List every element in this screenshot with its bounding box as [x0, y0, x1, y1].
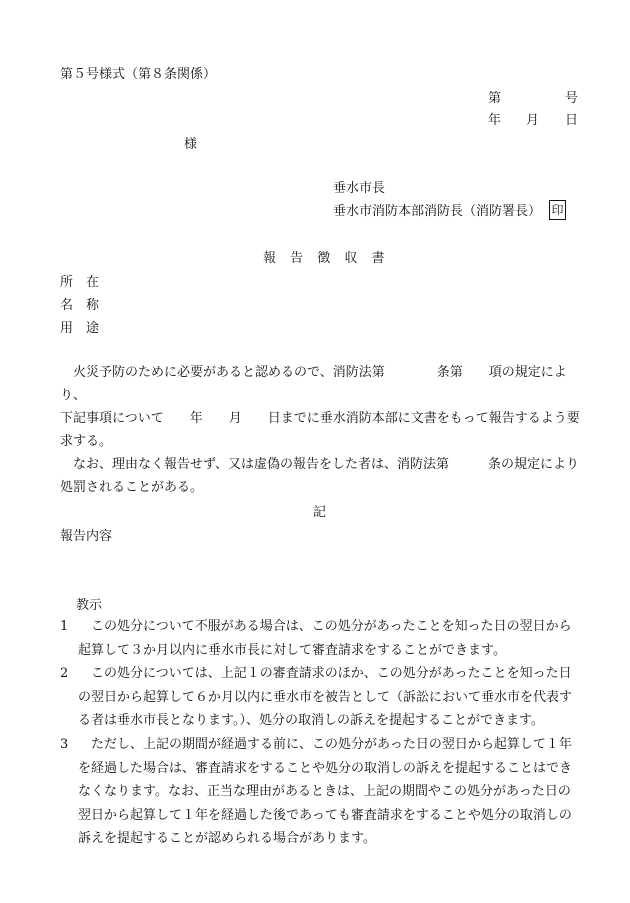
field-name-label: 名 称 — [60, 298, 100, 313]
date-month-label: 月 — [526, 113, 540, 128]
paragraph1-line3: 求する。 — [60, 434, 113, 449]
paragraph2-line2: 処罰されることがある。 — [60, 480, 204, 495]
instruction-item-number: 3 — [60, 737, 69, 752]
paragraph1-line2: 下記事項について 年 月 日までに垂水消防本部に文書をもって報告するよう要 — [60, 411, 580, 426]
ki-heading: 記 — [313, 505, 327, 520]
report-content-label: 報告内容 — [60, 529, 113, 544]
date-day-label: 日 — [565, 113, 579, 128]
form-title: 第５号様式（第８条関係） — [60, 67, 217, 82]
paragraph2-line1: なお、理由なく報告せず、又は虚偽の報告をした者は、消防法第 条の規定により — [73, 457, 579, 472]
issuer-fire-chief: 垂水市消防本部消防長（消防署長） — [333, 204, 542, 219]
field-use-label: 用 途 — [60, 321, 100, 336]
instruction-item-number: 1 — [60, 619, 69, 634]
number-label-dai: 第 — [488, 91, 502, 106]
document-title: 報 告 徴 収 書 — [263, 251, 385, 266]
instruction-item-text: この処分について不服がある場合は、この処分があったことを知った日の翌日から起算して３か月以内に垂水市長に対して審査請求をすることができます。 — [78, 619, 572, 658]
date-year-label: 年 — [488, 113, 502, 128]
instruction-item — [60, 662, 580, 733]
addressee-suffix: 様 — [184, 137, 198, 152]
body-text — [60, 361, 580, 499]
paragraph1-line1: 火災予防のために必要があると認めるので、消防法第 条第 項の規定により、 — [60, 365, 567, 403]
seal-mark: 印 — [549, 200, 566, 220]
instruction-item — [60, 615, 580, 662]
instruction-item-text: この処分については、上記１の審査請求のほか、この処分があったことを知った日の翌日から起算して６か月以内に垂水市を被告として（訴訟において垂水市を代表する者は垂水市長となります。）、処分の取消しの訴えを提起することができます。 — [78, 666, 573, 728]
field-location-label: 所 在 — [60, 275, 100, 290]
instruction-item-number: 2 — [60, 666, 69, 681]
instruction-item — [60, 733, 580, 851]
issuer-mayor: 垂水市長 — [333, 181, 386, 196]
instruction-heading: 教示 — [76, 598, 103, 613]
instruction-item-text: ただし、上記の期間が経過する前に、この処分があった日の翌日から起算して１年を経過した場合は、審査請求をすることや処分の取消しの訴えを提起することはできなくなります。なお、正当な理由があるときは、上記の期間やこの処分があった日の翌日から起算して１年を経過した後であっても審査請求をすることや処分の取消しの訴えを提起することが認められる場合があります。 — [78, 737, 573, 846]
number-label-go: 号 — [565, 91, 579, 106]
